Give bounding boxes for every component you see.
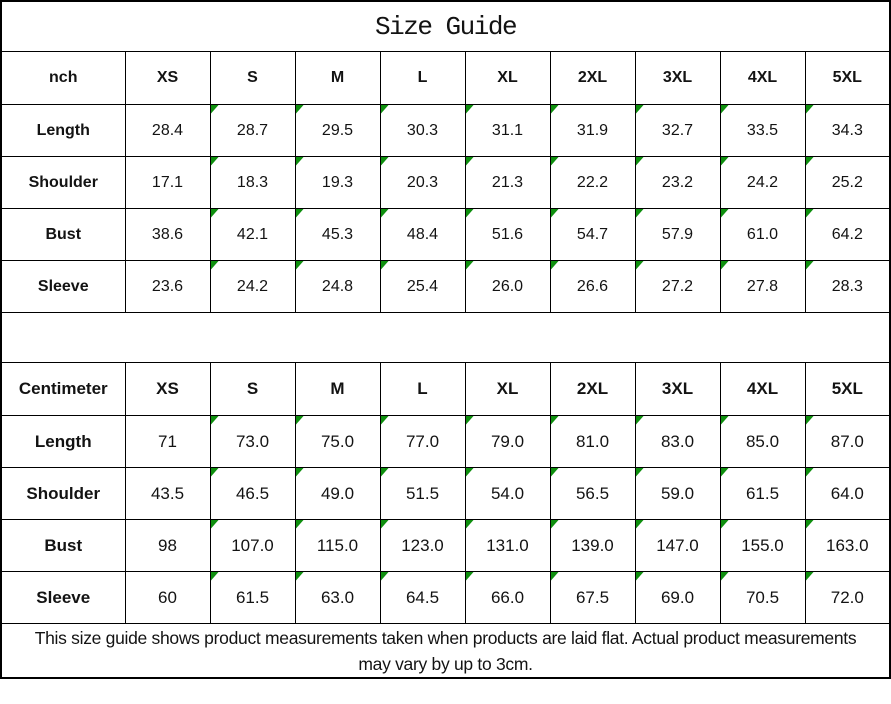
value-cell: 64.5 bbox=[380, 572, 465, 624]
value-cell: 67.5 bbox=[550, 572, 635, 624]
value-cell: 115.0 bbox=[295, 520, 380, 572]
size-header-row bbox=[1, 363, 890, 416]
cell-comment-marker-icon bbox=[636, 468, 644, 477]
cell-comment-marker-icon bbox=[806, 209, 814, 218]
cell-comment-marker-icon bbox=[806, 416, 814, 425]
cell-comment-marker-icon bbox=[381, 261, 389, 270]
value-cell: 72.0 bbox=[805, 572, 890, 624]
measure-label-cell: Length bbox=[1, 105, 125, 157]
value-cell: 64.2 bbox=[805, 209, 890, 261]
value-cell: 33.5 bbox=[720, 105, 805, 157]
size-header-cell: 3XL bbox=[635, 363, 720, 416]
footer-row bbox=[1, 624, 890, 679]
value-cell: 27.2 bbox=[635, 261, 720, 313]
value-cell: 60 bbox=[125, 572, 210, 624]
value-cell: 61.5 bbox=[720, 468, 805, 520]
value-cell: 107.0 bbox=[210, 520, 295, 572]
measure-label-cell: Shoulder bbox=[1, 468, 125, 520]
cell-comment-marker-icon bbox=[806, 157, 814, 166]
measure-label-cell: Bust bbox=[1, 520, 125, 572]
measurement-row bbox=[1, 209, 890, 261]
size-header-cell: XS bbox=[125, 363, 210, 416]
value-cell: 64.0 bbox=[805, 468, 890, 520]
size-header-cell: S bbox=[210, 363, 295, 416]
cell-comment-marker-icon bbox=[551, 157, 559, 166]
measure-label-cell: Sleeve bbox=[1, 572, 125, 624]
cell-comment-marker-icon bbox=[806, 520, 814, 529]
value-cell: 73.0 bbox=[210, 416, 295, 468]
value-cell: 56.5 bbox=[550, 468, 635, 520]
size-header-cell: M bbox=[295, 52, 380, 105]
value-cell: 63.0 bbox=[295, 572, 380, 624]
unit-label-cell: Centimeter bbox=[1, 363, 125, 416]
value-cell: 54.0 bbox=[465, 468, 550, 520]
cell-comment-marker-icon bbox=[636, 261, 644, 270]
value-cell: 45.3 bbox=[295, 209, 380, 261]
measurement-row bbox=[1, 520, 890, 572]
footer-note bbox=[1, 624, 890, 679]
value-cell: 71 bbox=[125, 416, 210, 468]
value-cell: 20.3 bbox=[380, 157, 465, 209]
cell-comment-marker-icon bbox=[381, 209, 389, 218]
value-cell: 43.5 bbox=[125, 468, 210, 520]
cell-comment-marker-icon bbox=[211, 572, 219, 581]
unit-label-cell: nch bbox=[1, 52, 125, 105]
value-cell: 23.2 bbox=[635, 157, 720, 209]
cell-comment-marker-icon bbox=[636, 209, 644, 218]
value-cell: 155.0 bbox=[720, 520, 805, 572]
value-cell: 21.3 bbox=[465, 157, 550, 209]
cell-comment-marker-icon bbox=[551, 572, 559, 581]
value-cell: 28.3 bbox=[805, 261, 890, 313]
size-header-cell: 5XL bbox=[805, 52, 890, 105]
value-cell: 22.2 bbox=[550, 157, 635, 209]
cell-comment-marker-icon bbox=[211, 105, 219, 114]
measure-label-cell: Length bbox=[1, 416, 125, 468]
cell-comment-marker-icon bbox=[721, 157, 729, 166]
cell-comment-marker-icon bbox=[721, 520, 729, 529]
cell-comment-marker-icon bbox=[381, 572, 389, 581]
cell-comment-marker-icon bbox=[296, 520, 304, 529]
cell-comment-marker-icon bbox=[806, 468, 814, 477]
value-cell: 17.1 bbox=[125, 157, 210, 209]
value-cell: 61.5 bbox=[210, 572, 295, 624]
cell-comment-marker-icon bbox=[551, 105, 559, 114]
cell-comment-marker-icon bbox=[551, 520, 559, 529]
size-header-row bbox=[1, 52, 890, 105]
size-header-cell: XL bbox=[465, 52, 550, 105]
cell-comment-marker-icon bbox=[636, 520, 644, 529]
cell-comment-marker-icon bbox=[466, 520, 474, 529]
value-cell: 30.3 bbox=[380, 105, 465, 157]
cell-comment-marker-icon bbox=[466, 416, 474, 425]
page-title: Size Guide bbox=[1, 1, 890, 52]
cell-comment-marker-icon bbox=[551, 261, 559, 270]
value-cell: 28.7 bbox=[210, 105, 295, 157]
cell-comment-marker-icon bbox=[296, 209, 304, 218]
cell-comment-marker-icon bbox=[466, 157, 474, 166]
cell-comment-marker-icon bbox=[721, 416, 729, 425]
value-cell: 147.0 bbox=[635, 520, 720, 572]
cell-comment-marker-icon bbox=[296, 572, 304, 581]
cell-comment-marker-icon bbox=[381, 520, 389, 529]
table-spacer bbox=[1, 313, 890, 363]
inch-section bbox=[1, 52, 890, 313]
size-header-cell: 5XL bbox=[805, 363, 890, 416]
value-cell: 24.8 bbox=[295, 261, 380, 313]
cell-comment-marker-icon bbox=[211, 520, 219, 529]
cell-comment-marker-icon bbox=[466, 572, 474, 581]
cell-comment-marker-icon bbox=[296, 468, 304, 477]
value-cell: 139.0 bbox=[550, 520, 635, 572]
value-cell: 85.0 bbox=[720, 416, 805, 468]
size-header-cell: S bbox=[210, 52, 295, 105]
cell-comment-marker-icon bbox=[466, 468, 474, 477]
cell-comment-marker-icon bbox=[721, 468, 729, 477]
value-cell: 70.5 bbox=[720, 572, 805, 624]
size-header-cell: 2XL bbox=[550, 363, 635, 416]
value-cell: 61.0 bbox=[720, 209, 805, 261]
measurement-row bbox=[1, 416, 890, 468]
cell-comment-marker-icon bbox=[636, 105, 644, 114]
centimeter-section bbox=[1, 363, 890, 624]
value-cell: 59.0 bbox=[635, 468, 720, 520]
value-cell: 83.0 bbox=[635, 416, 720, 468]
value-cell: 51.6 bbox=[465, 209, 550, 261]
cell-comment-marker-icon bbox=[211, 416, 219, 425]
footer-line2: may vary by up to 3cm. bbox=[358, 653, 533, 674]
size-header-cell: 4XL bbox=[720, 52, 805, 105]
value-cell: 18.3 bbox=[210, 157, 295, 209]
value-cell: 46.5 bbox=[210, 468, 295, 520]
cell-comment-marker-icon bbox=[466, 209, 474, 218]
cell-comment-marker-icon bbox=[636, 572, 644, 581]
table-spacer-row bbox=[1, 313, 890, 363]
value-cell: 26.0 bbox=[465, 261, 550, 313]
value-cell: 25.4 bbox=[380, 261, 465, 313]
value-cell: 131.0 bbox=[465, 520, 550, 572]
cell-comment-marker-icon bbox=[466, 105, 474, 114]
value-cell: 49.0 bbox=[295, 468, 380, 520]
value-cell: 87.0 bbox=[805, 416, 890, 468]
value-cell: 98 bbox=[125, 520, 210, 572]
size-header-cell: L bbox=[380, 52, 465, 105]
cell-comment-marker-icon bbox=[381, 416, 389, 425]
value-cell: 31.9 bbox=[550, 105, 635, 157]
cell-comment-marker-icon bbox=[296, 157, 304, 166]
size-header-cell: M bbox=[295, 363, 380, 416]
cell-comment-marker-icon bbox=[296, 105, 304, 114]
cell-comment-marker-icon bbox=[211, 468, 219, 477]
cell-comment-marker-icon bbox=[721, 572, 729, 581]
cell-comment-marker-icon bbox=[381, 105, 389, 114]
cell-comment-marker-icon bbox=[211, 209, 219, 218]
cell-comment-marker-icon bbox=[211, 261, 219, 270]
value-cell: 57.9 bbox=[635, 209, 720, 261]
cell-comment-marker-icon bbox=[636, 416, 644, 425]
cell-comment-marker-icon bbox=[806, 105, 814, 114]
value-cell: 28.4 bbox=[125, 105, 210, 157]
value-cell: 34.3 bbox=[805, 105, 890, 157]
title-row bbox=[1, 1, 890, 52]
cell-comment-marker-icon bbox=[721, 261, 729, 270]
value-cell: 48.4 bbox=[380, 209, 465, 261]
value-cell: 123.0 bbox=[380, 520, 465, 572]
size-header-cell: L bbox=[380, 363, 465, 416]
size-header-cell: 3XL bbox=[635, 52, 720, 105]
value-cell: 163.0 bbox=[805, 520, 890, 572]
value-cell: 77.0 bbox=[380, 416, 465, 468]
cell-comment-marker-icon bbox=[466, 261, 474, 270]
value-cell: 42.1 bbox=[210, 209, 295, 261]
measurement-row bbox=[1, 105, 890, 157]
value-cell: 27.8 bbox=[720, 261, 805, 313]
value-cell: 23.6 bbox=[125, 261, 210, 313]
size-header-cell: XS bbox=[125, 52, 210, 105]
value-cell: 79.0 bbox=[465, 416, 550, 468]
value-cell: 81.0 bbox=[550, 416, 635, 468]
value-cell: 69.0 bbox=[635, 572, 720, 624]
cell-comment-marker-icon bbox=[806, 572, 814, 581]
value-cell: 25.2 bbox=[805, 157, 890, 209]
cell-comment-marker-icon bbox=[721, 209, 729, 218]
value-cell: 24.2 bbox=[210, 261, 295, 313]
measurement-row bbox=[1, 468, 890, 520]
measure-label-cell: Sleeve bbox=[1, 261, 125, 313]
cell-comment-marker-icon bbox=[211, 157, 219, 166]
footer-line1: This size guide shows product measurements taken when products are laid flat. Actual product measurements bbox=[34, 627, 857, 648]
cell-comment-marker-icon bbox=[636, 157, 644, 166]
measure-label-cell: Bust bbox=[1, 209, 125, 261]
cell-comment-marker-icon bbox=[296, 261, 304, 270]
value-cell: 26.6 bbox=[550, 261, 635, 313]
value-cell: 38.6 bbox=[125, 209, 210, 261]
cell-comment-marker-icon bbox=[381, 468, 389, 477]
value-cell: 31.1 bbox=[465, 105, 550, 157]
measurement-row bbox=[1, 572, 890, 624]
value-cell: 32.7 bbox=[635, 105, 720, 157]
cell-comment-marker-icon bbox=[296, 416, 304, 425]
cell-comment-marker-icon bbox=[551, 209, 559, 218]
size-header-cell: XL bbox=[465, 363, 550, 416]
measurement-row bbox=[1, 157, 890, 209]
size-header-cell: 4XL bbox=[720, 363, 805, 416]
value-cell: 24.2 bbox=[720, 157, 805, 209]
cell-comment-marker-icon bbox=[806, 261, 814, 270]
value-cell: 51.5 bbox=[380, 468, 465, 520]
size-header-cell: 2XL bbox=[550, 52, 635, 105]
value-cell: 29.5 bbox=[295, 105, 380, 157]
cell-comment-marker-icon bbox=[551, 468, 559, 477]
value-cell: 66.0 bbox=[465, 572, 550, 624]
cell-comment-marker-icon bbox=[721, 105, 729, 114]
cell-comment-marker-icon bbox=[551, 416, 559, 425]
cell-comment-marker-icon bbox=[381, 157, 389, 166]
measurement-row bbox=[1, 261, 890, 313]
value-cell: 54.7 bbox=[550, 209, 635, 261]
measure-label-cell: Shoulder bbox=[1, 157, 125, 209]
value-cell: 75.0 bbox=[295, 416, 380, 468]
value-cell: 19.3 bbox=[295, 157, 380, 209]
